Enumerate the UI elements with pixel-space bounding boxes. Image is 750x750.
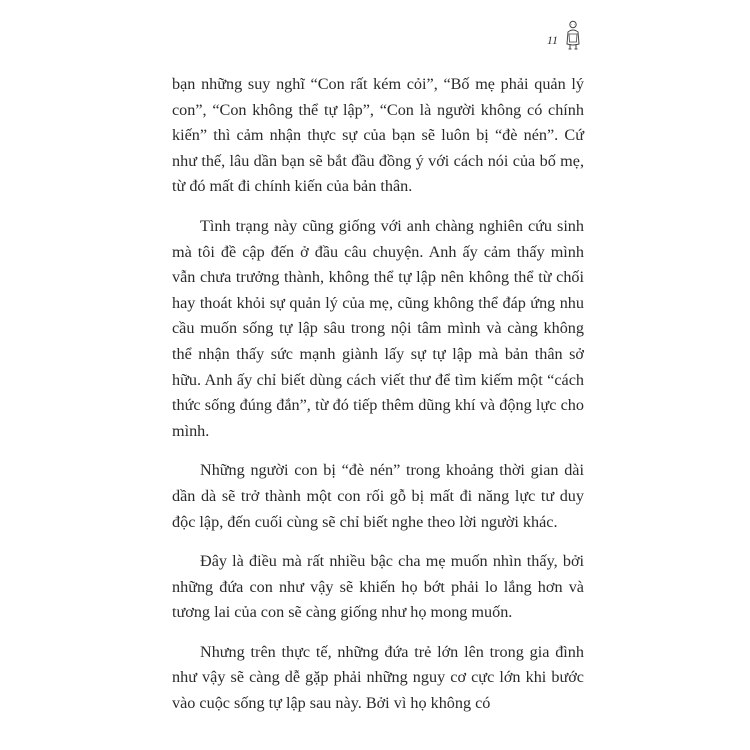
- page-number: 11: [546, 33, 558, 47]
- paragraph: Những người con bị “đè nén” trong khoảng thời gian dài dần dà sẽ trở thành một con rối gỗ bị mất đi năng lực tư duy độc lập, đến cuối cùng sẽ chỉ biết nghe theo lời người khác.: [172, 461, 584, 531]
- child-figure-icon: [564, 20, 582, 50]
- page-header: [547, 20, 582, 50]
- body-text: [172, 72, 584, 731]
- paragraph: Tình trạng này cũng giống với anh chàng nghiên cứu sinh mà tôi đề cập đến ở đầu câu chuyện. Anh ấy cảm thấy mình vẫn chưa trưởng thành, không thể tự lập nên không thể từ chối hay thoát khỏi sự quản lý của mẹ, cũng không thể đáp ứng nhu cầu muốn sống tự lập sâu trong nội tâm mình và càng không thể nhận thấy sức mạnh giành lấy sự tự lập mà bản thân sở hữu. Anh ấy chỉ biết dùng cách viết thư để tìm kiếm một “cách thức sống đúng đắn”, từ đó tiếp thêm dũng khí và động lực cho mình.: [172, 216, 584, 440]
- paragraph: bạn những suy nghĩ “Con rất kém cỏi”, “Bố mẹ phải quản lý con”, “Con không thể tự lập”, “Con là người không có chính kiến” thì cảm nhận thực sự của bạn sẽ luôn bị “đè nén”. Cứ như thế, lâu dần bạn sẽ bắt đầu đồng ý với cách nói của bố mẹ, từ đó mất đi chính kiến của bản thân.: [172, 75, 584, 196]
- paragraph: Nhưng trên thực tế, những đứa trẻ lớn lên trong gia đình như vậy sẽ càng dễ gặp phải những nguy cơ cực lớn khi bước vào cuộc sống tự lập sau này. Bởi vì họ không có: [172, 642, 584, 713]
- paragraph: Đây là điều mà rất nhiều bậc cha mẹ muốn nhìn thấy, bởi những đứa con như vậy sẽ khiến họ bớt phải lo lắng hơn và tương lai của con sẽ càng giống như họ mong muốn.: [172, 552, 584, 622]
